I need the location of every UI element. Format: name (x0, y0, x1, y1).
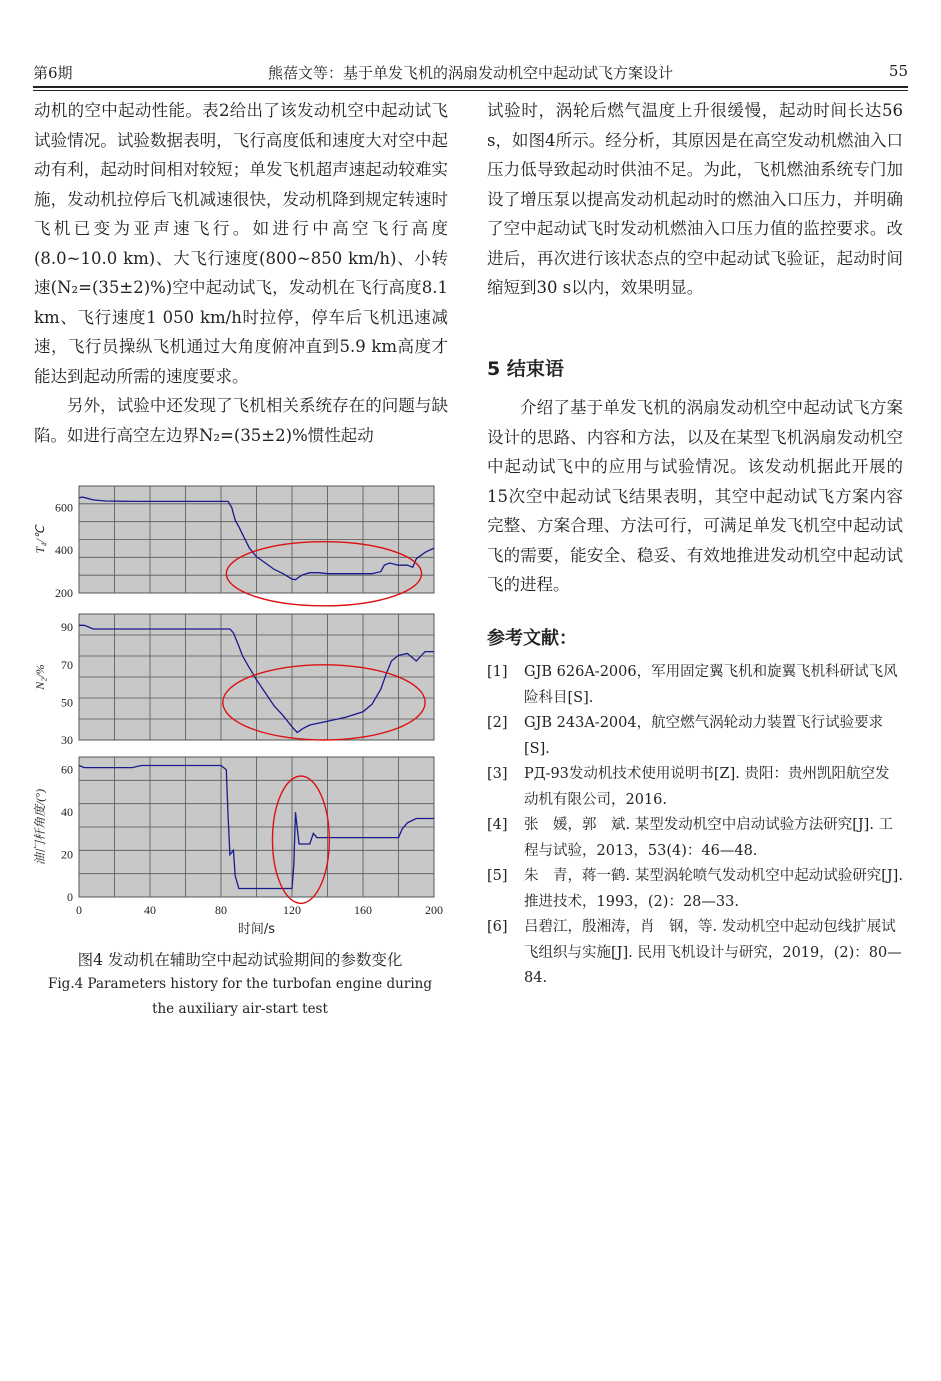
reference-item (487, 813, 903, 864)
reference-item (487, 711, 903, 762)
reference-number: [4] (487, 817, 508, 833)
header-rule-thick (33, 86, 908, 88)
parameter-history-chart (30, 480, 450, 937)
panel-3-ytick-label: 40 (61, 805, 73, 820)
left-paragraph-2: 另外，试验中还发现了飞机相关系统存在的问题与缺陷。如进行高空左边界N₂=(35±2)%惯性起动 (34, 396, 448, 445)
panel-1-ylabel: T₄/℃ (33, 525, 47, 554)
header-rule-thin (33, 90, 908, 91)
figure-caption-zh: 图4 发动机在辅助空中起动试验期间的参数变化 (77, 951, 403, 969)
panel-3-ytick-label: 0 (67, 890, 73, 904)
reference-text: РД-93发动机技术使用说明书[Z]. 贵阳：贵州凯阳航空发动机有限公司，2016. (524, 766, 890, 808)
xtick-label: 160 (354, 903, 372, 917)
xtick-label: 200 (425, 903, 443, 917)
x-axis-label: 时间/s (237, 922, 276, 937)
xtick-label: 80 (215, 903, 227, 917)
panel-3-ytick-label: 20 (61, 847, 73, 862)
reference-text: 吕碧江，殷湘涛，肖 钢，等. 发动机空中起动包线扩展试飞组织与实施[J]. 民用飞机设计与研究，2019，(2)：80—84. (524, 919, 902, 986)
xtick-label: 40 (144, 903, 156, 917)
references-heading: 参考文献： (487, 628, 577, 649)
panel-2-ylabel: N₂/% (33, 664, 47, 690)
reference-item (487, 864, 903, 915)
running-title: 熊蓓文等：基于单发飞机的涡扇发动机空中起动试飞方案设计 (267, 64, 673, 82)
reference-text: GJB 243A-2004，航空燃气涡轮动力装置飞行试验要求[S]. (524, 715, 884, 757)
reference-number: [2] (487, 715, 508, 731)
panel-1-ytick-label: 400 (55, 543, 73, 558)
panel-2-ytick-label: 50 (61, 695, 73, 710)
panel-2-ytick-label: 30 (61, 733, 73, 747)
reference-item (487, 762, 903, 813)
right-paragraph: 试验时，涡轮后燃气温度上升很缓慢，起动时间长达56 s，如图4所示。经分析，其原因是在高空发动机燃油入口压力低导致起动时供油不足。为此，飞机燃油系统专门加设了增压泵以提高发动机起动时的燃油入口压力，并明确了空中起动试飞时发动机燃油入口压力值的监控要求。改进后，再次进行该状态点的空中起动试飞验证，起动时间缩短到30 s以内，效果明显。 (487, 101, 903, 297)
panel-2-ytick-label: 90 (61, 620, 73, 635)
references-list (487, 660, 903, 992)
figure-caption-en-line1: Fig.4 Parameters history for the turbofan engine during (48, 976, 432, 992)
page-number: 55 (888, 62, 908, 80)
reference-number: [1] (487, 664, 508, 680)
left-paragraph-1: 动机的空中起动性能。表2给出了该发动机空中起动试飞试验情况。试验数据表明，飞行高度低和速度大对空中起动有利，起动时间相对较短；单发飞机超声速起动较难实施，发动机拉停后飞机减速很快，发动机降到规定转速时飞机已变为亚声速飞行。如进行中高空飞行高度(8.0~10.0 km)、大飞行速度(800~850 km/h)、小转速(N₂=(35±2)%)空中起动试飞，发动机在飞行高度8.1 km、飞行速度1 050 km/h时拉停，停车后飞机迅速减速，飞行员操纵飞机通过大角度俯冲直到5.9 km高度才能达到起动所需的速度要求。 (34, 101, 448, 386)
panel-1-ytick-label: 600 (55, 500, 73, 515)
reference-text: GJB 626A-2006，军用固定翼飞机和旋翼飞机科研试飞风险科目[S]. (524, 664, 898, 706)
reference-item (487, 660, 903, 711)
panel-1-ytick-label: 200 (55, 586, 73, 600)
reference-text: 张 媛，郭 斌. 某型发动机空中启动试验方法研究[J]. 工程与试验，2013，53(4)：46—48. (524, 817, 894, 859)
left-column (34, 96, 448, 450)
panel-3-ytick-label: 60 (61, 762, 73, 777)
conclusion-paragraph: 介绍了基于单发飞机的涡扇发动机空中起动试飞方案设计的思路、内容和方法，以及在某型飞机涡扇发动机空中起动试飞中的应用与试验情况。该发动机据此开展的15次空中起动试飞结果表明，其空中起动试飞方案内容完整、方案合理、方法可行，可满足单发飞机空中起动试飞的需要，能安全、稳妥、有效地推进发动机空中起动试飞的进程。 (487, 398, 903, 594)
issue-number: 第6期 (33, 64, 73, 82)
xtick-label: 0 (76, 903, 82, 917)
reference-number: [3] (487, 766, 508, 782)
section-heading-conclusion: 5 结束语 (487, 358, 564, 380)
reference-number: [6] (487, 919, 508, 935)
figure-caption-en-line2: the auxiliary air-start test (152, 1001, 328, 1017)
xtick-label: 120 (283, 903, 301, 917)
page-header (33, 62, 908, 84)
panel-3-ylabel: 油门杆角度/(°) (33, 788, 47, 866)
reference-text: 朱 青，蒋一鹤. 某型涡轮喷气发动机空中起动试验研究[J]. 推进技术，1993，(2)：28—33. (524, 868, 903, 910)
reference-number: [5] (487, 868, 508, 884)
reference-item (487, 915, 903, 992)
right-column (487, 96, 903, 303)
panel-2-ytick-label: 70 (61, 657, 73, 672)
